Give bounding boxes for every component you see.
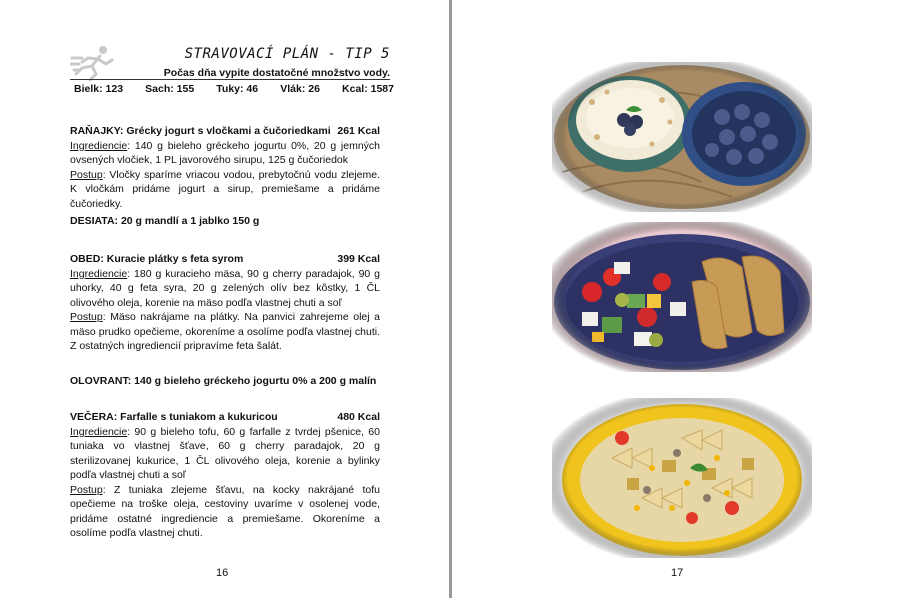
ingredients-text: : 90 g bieleho tofu, 60 g farfalle z tvrdej pšenice, 60 tuniaka vo vlastnej šťave, 60 g cherry paradajok, 20 g sterilizovanej kukurice, 1 ČL olivového oleja, korenie a bylinky podľa vlastnej chuti a soľ	[70, 425, 380, 481]
snack-afternoon: OLOVRANT: 140 g bieleho gréckeho jogurtu 0% a 200 g malín	[70, 375, 377, 387]
dinner-header	[70, 410, 380, 425]
photo-chicken-feta-salad	[552, 222, 812, 372]
dinner-procedure	[70, 483, 380, 541]
ingredients-text: : 180 g kuracieho mäsa, 90 g cherry paradajok, 90 g uhorky, 40 g feta syra, 20 g zelených olív bez kôstky, 1 ČL olivového oleja, korenie na mäso podľa vlastnej chuti a soľ	[70, 267, 380, 309]
right-page	[452, 0, 900, 598]
photo-yogurt-blueberries	[552, 62, 812, 212]
water-note: Počas dňa vypite dostatočné množstvo vody.	[163, 67, 390, 79]
lunch-title: OBED: Kuracie plátky s feta syrom	[70, 253, 244, 265]
breakfast-title: RAŇAJKY: Grécky jogurt s vločkami a čučoriedkami	[70, 125, 331, 137]
dinner-ingredients	[70, 425, 380, 483]
procedure-text: : Vločky sparíme vriacou vodou, prebytočnú vodu zlejeme. K vločkám pridáme jogurt a sirup, premiešame a pridáme čučoriedky.	[70, 168, 380, 210]
breakfast-header	[70, 124, 380, 139]
breakfast-procedure	[70, 168, 380, 212]
lunch-kcal: 399 Kcal	[337, 253, 380, 265]
breakfast-kcal: 261 Kcal	[337, 125, 380, 137]
procedure-text: : Z tuniaka zlejeme šťavu, na kocky nakrájané tofu opečieme na troške oleja, cestoviny uvaríme v osolenej vode, pridáme ostatné ingrediencie a premiešame. Okoreníme a osolíme podľa vlastnej chuti.	[70, 483, 380, 539]
macro-fiber: Vlák: 26	[280, 83, 320, 95]
dinner-section	[70, 410, 380, 541]
procedure-label: Postup	[70, 483, 103, 496]
page-number-right: 17	[671, 567, 684, 579]
procedure-text: : Mäso nakrájame na plátky. Na panvici zahrejeme olej a mäso prudko opečieme, okoreníme a osolíme podľa vlastnej chuti. Z ostatných ingrediencií pripravíme feta šalát.	[70, 311, 380, 352]
macro-protein: Bielk: 123	[74, 83, 124, 95]
macro-carbs: Sach: 155	[145, 83, 195, 95]
macro-summary	[74, 83, 394, 95]
macro-kcal: Kcal: 1587	[342, 83, 394, 95]
lunch-header	[70, 252, 380, 267]
page-number-left: 16	[216, 567, 229, 579]
dinner-kcal: 480 Kcal	[337, 411, 380, 423]
lunch-procedure	[70, 310, 380, 354]
lunch-ingredients	[70, 267, 380, 311]
procedure-label: Postup	[70, 168, 103, 181]
photo-farfalle-tuna-corn	[552, 398, 812, 558]
dinner-title: VEČERA: Farfalle s tuniakom a kukuricou	[70, 411, 278, 423]
plan-title: STRAVOVACÍ PLÁN - TIP 5	[184, 46, 390, 62]
left-page	[0, 0, 449, 598]
ingredients-text: : 140 g bieleho gréckeho jogurtu 0%, 20 g jemných ovsených vločiek, 1 PL javorového sirupu, 125 g čučoriedok	[70, 139, 380, 166]
snack-morning: DESIATA: 20 g mandlí a 1 jablko 150 g	[70, 215, 260, 227]
title-divider	[70, 79, 390, 80]
breakfast-ingredients	[70, 139, 380, 168]
lunch-section	[70, 252, 380, 354]
procedure-label: Postup	[70, 311, 103, 323]
ingredients-label: Ingrediencie	[70, 425, 128, 438]
ingredients-label: Ingrediencie	[70, 139, 128, 152]
breakfast-section	[70, 124, 380, 211]
macro-fat: Tuky: 46	[216, 83, 259, 95]
ingredients-label: Ingrediencie	[70, 267, 128, 280]
